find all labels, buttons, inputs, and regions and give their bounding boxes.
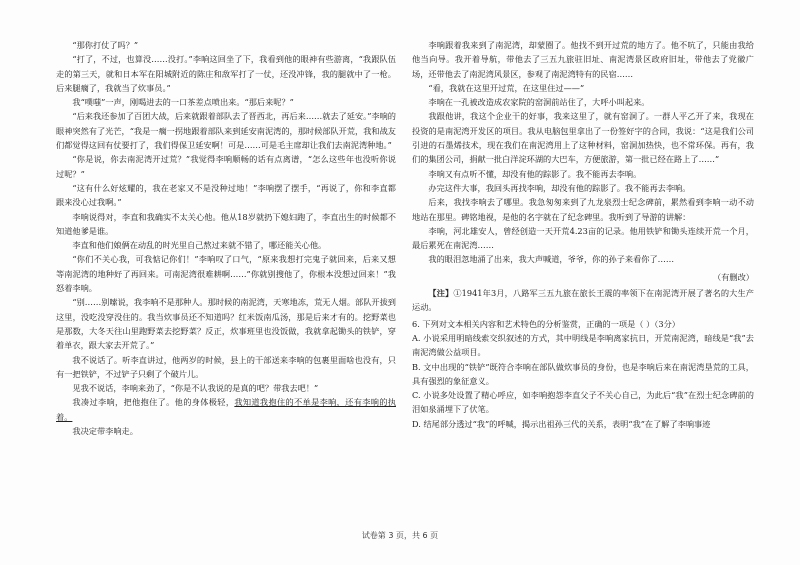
right-paragraph: “看，我就在这里开过荒，在这里住过——”: [428, 82, 585, 93]
right-paragraph: 李响，河北雄安人，曾经创造一天开荒4.23亩的记录。他用铁铲和锄头连续开荒一个月，最后累死在南泥湾……: [412, 225, 754, 251]
right-paragraph: 办完这件大事，我回头再找李响，却没有他的踪影了。我不能再去李响。: [428, 182, 691, 193]
left-paragraph: 我“噗嗤”一声，刚喝进去的一口茶差点喷出来。“那后来呢？”: [72, 97, 294, 108]
option-d[interactable]: D. 结尾部分透过“我”的呼喊，揭示出祖孙三代的关系，表明“我”在了解了李响事迹: [412, 418, 711, 429]
underlined-sentence: 我知道我抱住的不单是李响，还有李响的执着。: [56, 397, 396, 422]
right-paragraph: 我跟他讲，我这个企业干的好事，我来这里了，就有窑洞了。一群人平乙开了来，我现在投资的是南泥湾开发区的项目。我从电脑包里拿出了一份签好字的合同，我说：“这是我们公司引进的石墨烯技术，现在我们在南泥湾用上了这种材料，窑洞加热快，也不常环保。再有，我们的集团公司，捐献一批白洋淀环湖的大巴车，方便旅游，第一批已经在路上了……”: [412, 111, 754, 165]
right-paragraph: 李响又有点听不懂，却没有他的踪影了。我不能再去李响。: [428, 168, 642, 179]
right-column: [412, 38, 754, 431]
right-paragraph: 我的眼泪忽地涌了出来，我大声喊道，爷爷，你的孙子来看你了……: [428, 254, 675, 265]
left-paragraph: “这有什么好炫耀的，我在老家又不是没种过地！”李响摆了摆手，“再说了，你和李直都跟来没心过我啊。”: [56, 182, 396, 208]
left-paragraph: 见我不说话，李响来劲了，“你是不认我说的是真的吧？带我去吧！”: [72, 383, 319, 394]
option-c[interactable]: C. 小说多处设置了精心呼应，如李响抱怨李直父子不关心自己，为此后“我”在烈士纪念碑前的泪如泉涌埋下了伏笔。: [412, 390, 754, 415]
source-byline: （有删改）: [713, 271, 754, 282]
left-paragraph: 我不说话了。听李直讲过，他两岁的时候，县上的干部送来李响的包裹里面啥也没有，只有一把铁铲，不过铲子只剩了个破片儿。: [56, 354, 396, 379]
left-paragraph: 李直和他们娘俩在动乱的时光里自己熬过来就不错了，哪还能关心他。: [72, 240, 327, 251]
left-paragraph: “后来我还参加了百团大战，后来就跟着部队去了晋西北，再后来……就去了延安。”李响的眼神突然有了光芒，“我是一瘸一拐地跟着部队来到延安南泥湾的，那时候部队开荒，我和战友们都觉得这回有仗要打了，我们得保卫延安啊！可是……可是毛主席却让我们去南泥湾种地。”: [56, 111, 396, 151]
left-paragraph: 我决定带李响走。: [72, 426, 138, 437]
page-footer: 试卷第 3 页，共 6 页: [361, 531, 439, 540]
right-paragraph: 李响在一孔被改造成农家院的窑洞前站住了，大呼小叫起来。: [428, 97, 650, 108]
left-paragraph: “打了，不过，也算没……没打。”李响这回坐了下，我看到他的眼神有些游离，“我跟队伍走的第三天，就和日本军在阳城附近的陈庄和敌军打了一仗，还没冲锋，我的腿就中了一枪。后来腿瘸了，我就当了炊事员。”: [56, 54, 396, 93]
right-paragraph: 李响跟着我来到了南泥湾，却蒙圈了。他找不到开过荒的地方了。他不吭了，只能由我给他当向导。我开着导航，带他去了三五九旅驻旧址、南泥湾景区政府旧址，带他去了党徽广场，还带他去了南泥湾风景区，参观了南泥湾特有的民宿……: [412, 40, 754, 79]
left-paragraph: “那你打仗了吗？”: [72, 40, 139, 50]
left-paragraph: “你是说，你去南泥湾开过荒？”我觉得李响顺畅的话有点离谱，“怎么这些年也没听你说过呢？”: [56, 154, 396, 179]
left-paragraph: “别……别嗦说，我李响不是那种人。那时候的南泥湾，天寒地冻，荒无人烟。部队开拔到这里，没吃没穿没住的。我当炊事员还不知道吗？红米饭南瓜汤，那是后来才有的。挖野菜也是那数，大冬天往山里跑野菜去挖野菜？反正，炊事班里也没饭做，我就拿起锄头的铁铲，穿着单衣，跟大家去开荒了。”: [56, 297, 396, 351]
left-column: [56, 38, 396, 438]
footnote: [412, 286, 754, 315]
left-paragraph: 我凑过李响，把他抱住了。他的身体极轻，我知道我抱住的不单是李响，还有李响的执着。: [56, 397, 396, 422]
footnote-text: ①1941年3月，八路军三五九旅在旅长王震的率领下在南泥湾开展了著名的大生产运动。: [412, 288, 754, 313]
option-b[interactable]: B. 文中出现的“铁铲”既符合李响在部队做炊事员的身份，也是李响后来在南泥湾垦荒的工具，具有强烈的象征意义。: [412, 361, 754, 386]
question-stem: 6. 下列对文本相关内容和艺术特色的分析鉴赏，正确的一项是（ ）（3分）: [412, 318, 680, 329]
right-paragraph: 后来，我找李响去了哪里。我急匆匆来到了九龙泉烈士纪念碑前，累然看到李响一动不动地站在那里。碑铭地视，是他的名字就在了纪念碑里。我听到了导游的讲解：: [412, 197, 754, 222]
option-a[interactable]: A. 小说采用明暗线索交织叙述的方式，其中明线是李响离家抗日，开荒南泥湾，暗线是“我”去南泥湾做公益项目。: [412, 332, 754, 358]
left-paragraph: “你们不关心我，可我惦记你们！”李响叹了口气，“原来我想打完鬼子就回来，后来又想等南泥湾的地种好了再回来。可南泥湾很难耕啊……”你就别搜他了，你根本没想过回来！”我怒着李响。: [56, 254, 396, 294]
footnote-tag: 【注】: [428, 288, 454, 299]
left-paragraph: 李响说得对，李直和我确实不太关心他。他从18岁就扔下媳妇跑了，李直出生的时候都不知道他爹是谁。: [56, 211, 396, 236]
